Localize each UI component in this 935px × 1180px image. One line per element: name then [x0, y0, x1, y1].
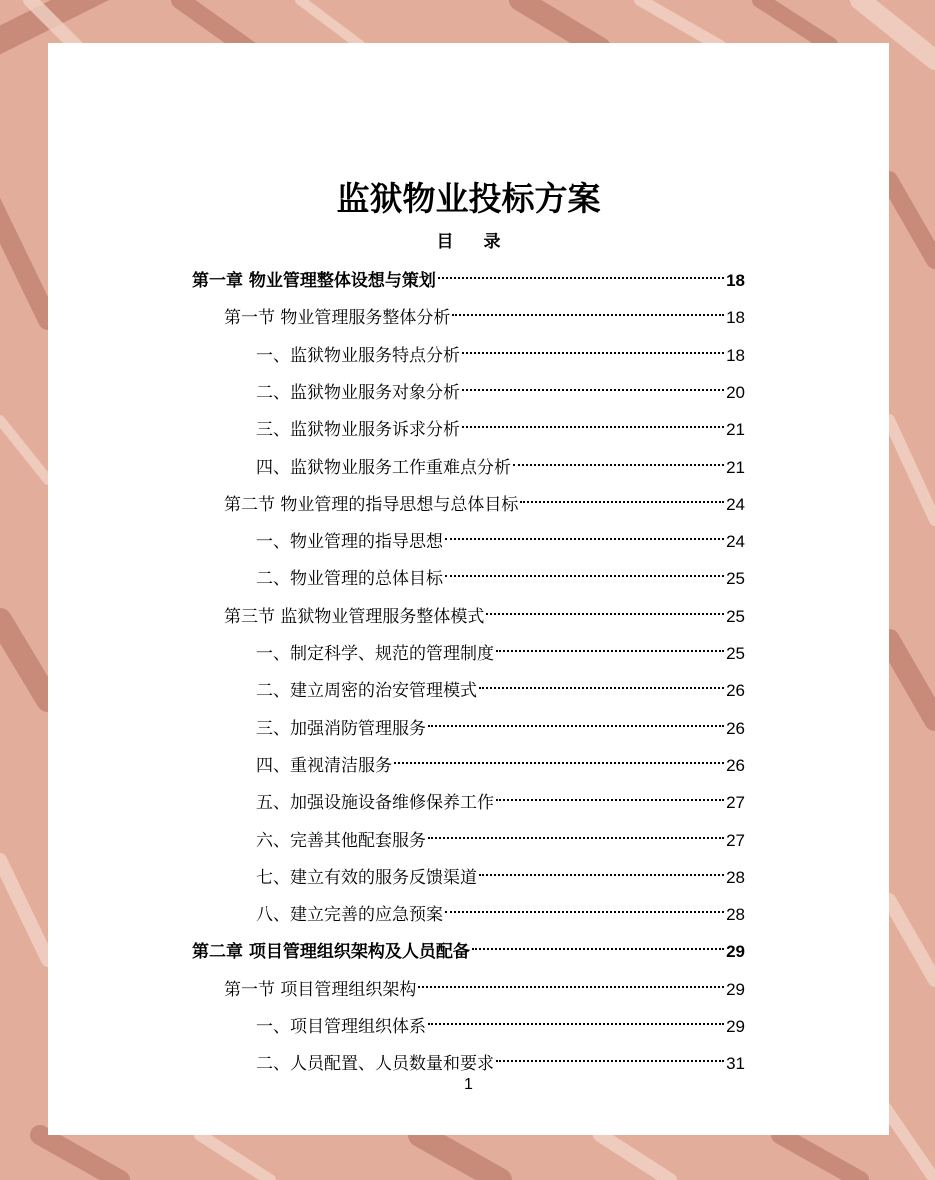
- toc-dot-leader: [462, 389, 724, 391]
- toc-entry-label: 二、物业管理的总体目标: [256, 569, 443, 589]
- toc-entry-page: 25: [726, 569, 745, 588]
- toc-dot-leader: [428, 725, 724, 727]
- toc-subsection-entry[interactable]: [256, 337, 745, 374]
- toc-dot-leader: [445, 538, 724, 540]
- toc-entry-page: 18: [726, 346, 745, 365]
- toc-entry-label: 八、建立完善的应急预案: [256, 905, 443, 925]
- toc-entry-page: 27: [726, 793, 745, 812]
- toc-entry-page: 25: [726, 644, 745, 663]
- toc-entry-label: 七、建立有效的服务反馈渠道: [256, 868, 477, 888]
- toc-entry-label: 三、监狱物业服务诉求分析: [256, 420, 460, 440]
- toc-dot-leader: [428, 837, 724, 839]
- toc-dot-leader: [496, 650, 724, 652]
- toc-entry-label: 第一节 项目管理组织架构: [224, 980, 417, 1000]
- toc-entry-page: 31: [726, 1054, 745, 1073]
- toc-entry-label: 二、人员配置、人员数量和要求: [256, 1054, 494, 1074]
- toc-entry-label: 一、制定科学、规范的管理制度: [256, 644, 494, 664]
- toc-entry-label: 第一节 物业管理服务整体分析: [224, 308, 451, 328]
- toc-subsection-entry[interactable]: [256, 449, 745, 486]
- toc-entry-page: 25: [726, 607, 745, 626]
- toc-entry-label: 一、监狱物业服务特点分析: [256, 346, 460, 366]
- toc-section-entry[interactable]: [224, 486, 745, 523]
- toc-subsection-entry[interactable]: [256, 1008, 745, 1045]
- toc-subsection-entry[interactable]: [256, 784, 745, 821]
- toc-entry-page: 29: [726, 942, 745, 961]
- toc-subsection-entry[interactable]: [256, 896, 745, 933]
- toc-subsection-entry[interactable]: [256, 374, 745, 411]
- toc-subsection-entry[interactable]: [256, 747, 745, 784]
- document-page: [48, 43, 889, 1135]
- toc-subsection-entry[interactable]: [256, 710, 745, 747]
- toc-dot-leader: [452, 314, 724, 316]
- toc-entry-label: 一、物业管理的指导思想: [256, 532, 443, 552]
- toc-entry-page: 21: [726, 458, 745, 477]
- page-number: 1: [464, 1076, 473, 1093]
- toc-entry-label: 一、项目管理组织体系: [256, 1017, 426, 1037]
- toc-subsection-entry[interactable]: [256, 859, 745, 896]
- toc-entry-label: 二、监狱物业服务对象分析: [256, 383, 460, 403]
- toc-dot-leader: [479, 687, 724, 689]
- toc-dot-leader: [418, 986, 724, 988]
- document-title: 监狱物业投标方案: [336, 179, 601, 218]
- toc-entry-label: 第二章 项目管理组织架构及人员配备: [192, 942, 470, 962]
- toc-dot-leader: [394, 762, 724, 764]
- toc-dot-leader: [486, 613, 724, 615]
- toc-section-entry[interactable]: [224, 299, 745, 336]
- toc-chapter-entry[interactable]: [192, 933, 745, 970]
- toc-entry-label: 四、重视清洁服务: [256, 756, 392, 776]
- toc-entry-label: 六、完善其他配套服务: [256, 831, 426, 851]
- toc-entry-page: 29: [726, 1017, 745, 1036]
- toc-entry-page: 26: [726, 719, 745, 738]
- toc-entry-label: 五、加强设施设备维修保养工作: [256, 793, 494, 813]
- toc-entry-page: 20: [726, 383, 745, 402]
- toc-dot-leader: [445, 575, 724, 577]
- toc-subsection-entry[interactable]: [256, 672, 745, 709]
- toc-entry-page: 27: [726, 831, 745, 850]
- toc-dot-leader: [513, 464, 724, 466]
- toc-entry-page: 21: [726, 420, 745, 439]
- toc-entry-label: 四、监狱物业服务工作重难点分析: [256, 458, 511, 478]
- toc-dot-leader: [496, 799, 724, 801]
- toc-dot-leader: [462, 426, 724, 428]
- toc-entry-page: 26: [726, 756, 745, 775]
- toc-entry-page: 18: [726, 271, 745, 290]
- toc-entry-page: 18: [726, 308, 745, 327]
- toc-entry-page: 29: [726, 980, 745, 999]
- toc-subsection-entry[interactable]: [256, 635, 745, 672]
- toc-subsection-entry[interactable]: [256, 560, 745, 597]
- toc-entry-page: 28: [726, 868, 745, 887]
- toc-entry-label: 第一章 物业管理整体设想与策划: [192, 271, 436, 291]
- toc-dot-leader: [438, 277, 724, 279]
- toc-section-entry[interactable]: [224, 971, 745, 1008]
- toc-dot-leader: [445, 911, 724, 913]
- toc-dot-leader: [462, 352, 724, 354]
- toc-entry-label: 第二节 物业管理的指导思想与总体目标: [224, 495, 519, 515]
- toc-heading: 目 录: [436, 232, 513, 252]
- toc-dot-leader: [479, 874, 724, 876]
- toc-subsection-entry[interactable]: [256, 523, 745, 560]
- toc-entry-page: 28: [726, 905, 745, 924]
- toc-entry-page: 24: [726, 495, 745, 514]
- toc-subsection-entry[interactable]: [256, 411, 745, 448]
- toc-entry-page: 24: [726, 532, 745, 551]
- toc-dot-leader: [428, 1023, 724, 1025]
- toc-dot-leader: [496, 1060, 724, 1062]
- toc-section-entry[interactable]: [224, 598, 745, 635]
- toc-entry-label: 第三节 监狱物业管理服务整体模式: [224, 607, 485, 627]
- toc-dot-leader: [520, 501, 724, 503]
- toc-entry-label: 二、建立周密的治安管理模式: [256, 681, 477, 701]
- toc-entry-label: 三、加强消防管理服务: [256, 719, 426, 739]
- toc-chapter-entry[interactable]: [192, 262, 745, 299]
- toc-entry-page: 26: [726, 681, 745, 700]
- toc-dot-leader: [472, 948, 724, 950]
- toc-subsection-entry[interactable]: [256, 822, 745, 859]
